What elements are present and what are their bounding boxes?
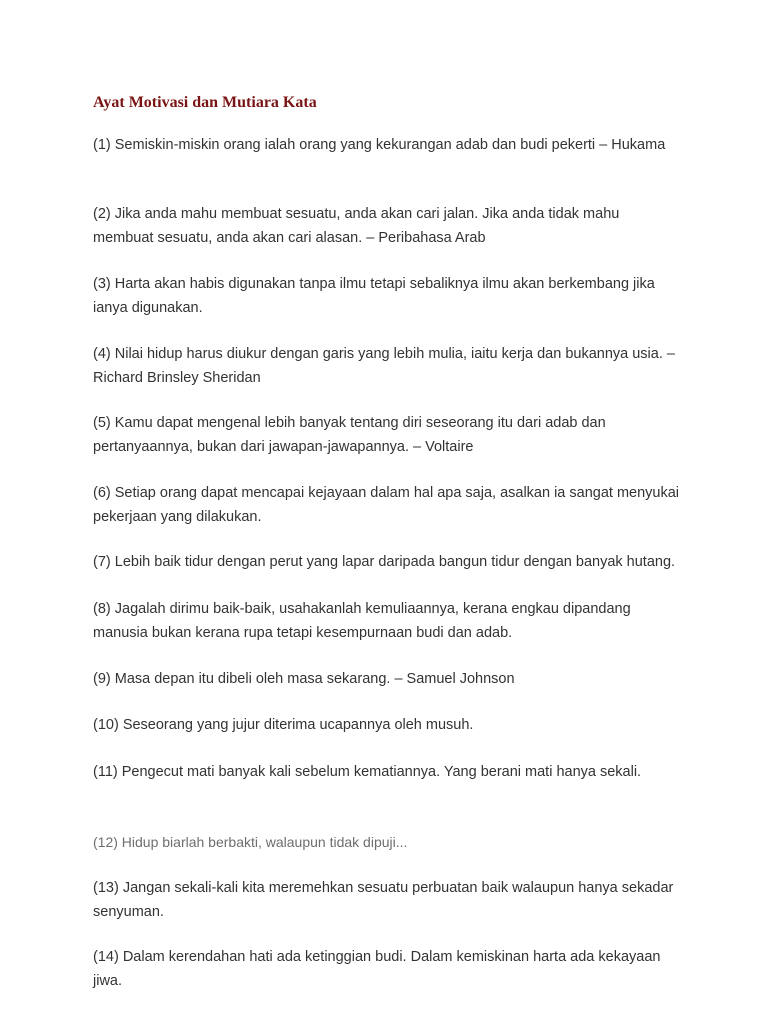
quote-2: (2) Jika anda mahu membuat sesuatu, anda akan cari jalan. Jika anda tidak mahu membuat sesuatu, anda akan cari alasan. – Peribahasa Arab	[93, 206, 620, 246]
quote-6: (6) Setiap orang dapat mencapai kejayaan dalam hal apa saja, asalkan ia sangat menyukai pekerjaan yang dilakukan.	[93, 485, 680, 525]
quote-14: (14) Dalam kerendahan hati ada ketinggian budi. Dalam kemiskinan harta ada kekayaan jiwa.	[93, 949, 661, 989]
quote-10: (10) Seseorang yang jujur diterima ucapannya oleh musuh.	[93, 717, 474, 733]
quote-13: (13) Jangan sekali-kali kita meremehkan sesuatu perbuatan baik walaupun hanya sekadar senyuman.	[93, 880, 674, 920]
quote-7: (7) Lebih baik tidur dengan perut yang lapar daripada bangun tidur dengan banyak hutang.	[93, 554, 676, 570]
quote-4: (4) Nilai hidup harus diukur dengan garis yang lebih mulia, iaitu kerja dan bukannya usia. – Richard Brinsley Sheridan	[93, 346, 675, 386]
quote-5: (5) Kamu dapat mengenal lebih banyak tentang diri seseorang itu dari adab dan pertanyaannya, bukan dari jawapan-jawapannya. – Voltaire	[93, 415, 606, 455]
page-title: Ayat Motivasi dan Mutiara Kata	[93, 94, 317, 111]
quote-11: (11) Pengecut mati banyak kali sebelum kematiannya. Yang berani mati hanya sekali.	[93, 764, 642, 780]
quote-12: (12) Hidup biarlah berbakti, walaupun tidak dipuji...	[93, 834, 408, 850]
quote-9: (9) Masa depan itu dibeli oleh masa sekarang. – Samuel Johnson	[93, 671, 515, 687]
quote-1: (1) Semiskin-miskin orang ialah orang yang kekurangan adab dan budi pekerti – Hukama	[93, 137, 666, 153]
quote-8: (8) Jagalah dirimu baik-baik, usahakanlah kemuliaannya, kerana engkau dipandang manusia bukan kerana rupa tetapi kesempurnaan budi dan adab.	[93, 601, 631, 641]
quote-3: (3) Harta akan habis digunakan tanpa ilmu tetapi sebaliknya ilmu akan berkembang jika ianya digunakan.	[93, 276, 655, 316]
